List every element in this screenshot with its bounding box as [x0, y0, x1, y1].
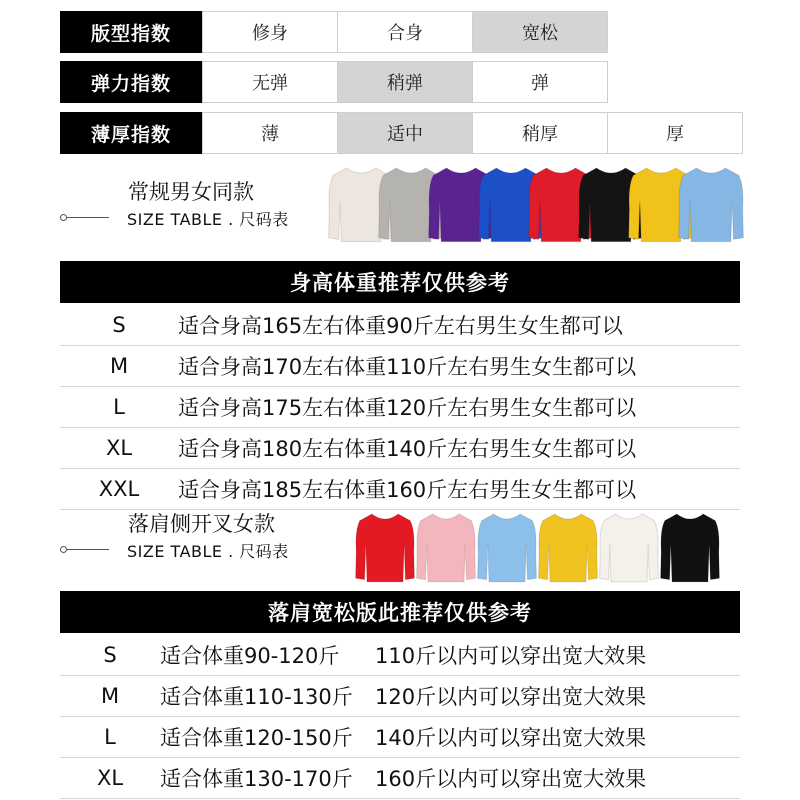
womens-section-title: 落肩侧开叉女款	[128, 512, 275, 536]
size-label: M	[100, 684, 120, 708]
sweatshirt-swatch	[356, 514, 415, 582]
table-row	[60, 758, 740, 799]
table-row	[60, 676, 740, 717]
unisex-size-header: 身高体重推荐仅供参考	[60, 261, 740, 303]
size-label: L	[113, 395, 125, 419]
sweatshirt-swatch	[600, 514, 659, 582]
fit-option-regular: 合身	[338, 11, 473, 53]
size-label: XL	[96, 766, 124, 790]
sweatshirt-swatch	[539, 514, 598, 582]
stretch-option-none: 无弹	[202, 61, 338, 103]
table-row	[60, 305, 740, 346]
stretch-option-stretch: 弹	[473, 61, 608, 103]
stretch-index-row	[60, 61, 608, 103]
womens-size-table	[60, 635, 740, 799]
womens-section-subtitle: SIZE TABLE . 尺码表	[127, 542, 289, 561]
size-label: S	[103, 643, 117, 667]
size-label: XXL	[98, 477, 140, 501]
weight-range: 适合体重120-150斤	[160, 726, 353, 750]
decor-line	[67, 217, 109, 218]
table-row	[60, 635, 740, 676]
size-recommendation: 适合身高180左右体重140斤左右男生女生都可以	[178, 437, 637, 461]
stretch-index-label: 弹力指数	[60, 61, 202, 103]
decor-line	[67, 549, 109, 550]
size-recommendation: 适合身高175左右体重120斤左右男生女生都可以	[178, 396, 637, 420]
weight-range: 适合体重110-130斤	[160, 685, 353, 709]
fit-option-slim: 修身	[202, 11, 338, 53]
thickness-option-medium: 适中	[338, 112, 473, 154]
loose-effect-note: 140斤以内可以穿出宽大效果	[375, 726, 647, 750]
stretch-option-slight: 稍弹	[338, 61, 473, 103]
thickness-option-thick: 厚	[608, 112, 743, 154]
sweatshirt-swatch	[478, 514, 537, 582]
size-label: M	[109, 354, 129, 378]
fit-index-row	[60, 11, 608, 53]
decor-dot	[60, 546, 67, 553]
table-row	[60, 717, 740, 758]
thickness-option-thin: 薄	[202, 112, 338, 154]
thickness-index-label: 薄厚指数	[60, 112, 202, 154]
fit-option-loose: 宽松	[473, 11, 608, 53]
table-row	[60, 387, 740, 428]
size-label: XL	[105, 436, 133, 460]
loose-effect-note: 160斤以内可以穿出宽大效果	[375, 767, 647, 791]
table-row	[60, 346, 740, 387]
unisex-section-title: 常规男女同款	[128, 180, 254, 204]
sweatshirt-swatch	[679, 168, 744, 242]
size-recommendation: 适合身高170左右体重110斤左右男生女生都可以	[178, 355, 637, 379]
thickness-index-row	[60, 112, 743, 154]
table-row	[60, 469, 740, 510]
weight-range: 适合体重130-170斤	[160, 767, 353, 791]
fit-index-label: 版型指数	[60, 11, 202, 53]
loose-effect-note: 120斤以内可以穿出宽大效果	[375, 685, 647, 709]
thickness-option-slightly-thick: 稍厚	[473, 112, 608, 154]
size-recommendation: 适合身高165左右体重90斤左右男生女生都可以	[178, 314, 623, 338]
unisex-section-subtitle: SIZE TABLE . 尺码表	[127, 210, 289, 229]
unisex-sweatshirt-colors	[328, 166, 748, 248]
size-recommendation: 适合身高185左右体重160斤左右男生女生都可以	[178, 478, 637, 502]
unisex-size-table	[60, 305, 740, 510]
loose-effect-note: 110斤以内可以穿出宽大效果	[375, 644, 647, 668]
womens-size-header: 落肩宽松版此推荐仅供参考	[60, 591, 740, 633]
sweatshirt-swatch	[661, 514, 720, 582]
size-label: S	[112, 313, 126, 337]
decor-dot	[60, 214, 67, 221]
womens-sweatshirt-colors	[355, 512, 725, 588]
size-label: L	[104, 725, 116, 749]
weight-range: 适合体重90-120斤	[160, 644, 340, 668]
sweatshirt-swatch	[417, 514, 476, 582]
table-row	[60, 428, 740, 469]
